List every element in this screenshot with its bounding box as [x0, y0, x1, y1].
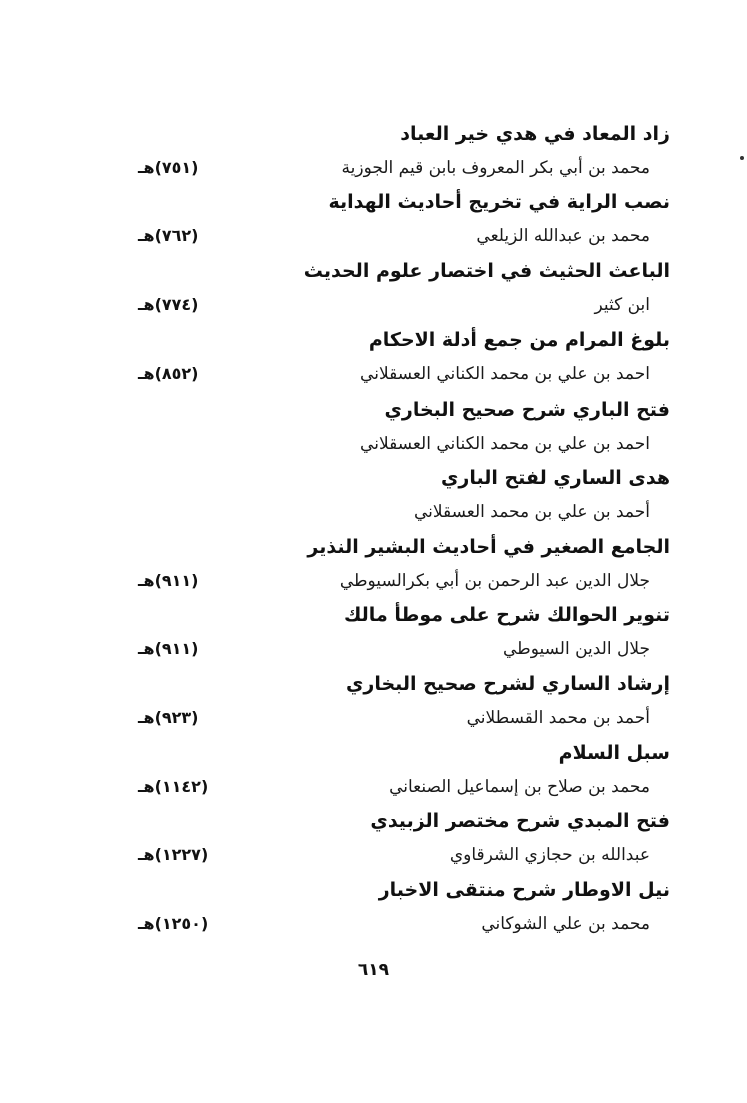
book-title: زاد المعاد في هدي خير العباد	[400, 123, 670, 145]
bibliography-entry	[90, 258, 670, 328]
bibliography-entry	[90, 534, 670, 604]
death-date: (٧٧٤)هـ	[138, 295, 199, 314]
death-date: (٩٢٣)هـ	[138, 708, 199, 727]
bibliography-entry	[90, 397, 670, 467]
death-date: (٩١١)هـ	[138, 571, 199, 590]
author-name: ابن كثير	[594, 295, 650, 315]
death-date: (٩١١)هـ	[138, 639, 199, 658]
book-title: تنوير الحوالك شرح على موطأ مالك	[343, 604, 670, 626]
author-row	[90, 499, 670, 527]
death-date: (١٢٥٠)هـ	[138, 914, 209, 933]
book-title: هدى الساري لفتح الباري	[440, 467, 670, 489]
bibliography-entry	[90, 808, 670, 878]
author-name: محمد بن صلاح بن إسماعيل الصنعاني	[389, 777, 650, 797]
book-title: الجامع الصغير في أحاديث البشير النذير	[307, 536, 670, 558]
book-title: نيل الاوطار شرح منتقى الاخبار	[378, 879, 670, 901]
death-date: (١٢٢٧)هـ	[138, 845, 209, 864]
author-name: احمد بن علي بن محمد الكناني العسقلاني	[360, 434, 650, 454]
bibliography-entry	[90, 602, 670, 672]
book-title: نصب الراية في تخريج أحاديث الهداية	[328, 191, 670, 213]
author-row	[90, 911, 670, 939]
death-date: (١١٤٢)هـ	[138, 777, 209, 796]
book-title: الباعث الحثيث في اختصار علوم الحديث	[303, 260, 670, 282]
author-row	[90, 361, 670, 389]
author-row	[90, 636, 670, 664]
bibliography-entry	[90, 189, 670, 259]
death-date: (٧٦٢)هـ	[138, 226, 199, 245]
bibliography-entry	[90, 121, 670, 191]
book-title: إرشاد الساري لشرح صحيح البخاري	[345, 673, 670, 695]
author-row	[90, 842, 670, 870]
author-row	[90, 705, 670, 733]
scan-speck	[740, 156, 744, 160]
death-date: (٧٥١)هـ	[138, 158, 199, 177]
author-name: احمد بن علي بن محمد الكناني العسقلاني	[360, 364, 650, 384]
author-name: جلال الدين السيوطي	[503, 639, 650, 659]
author-name: محمد بن عبدالله الزيلعي	[476, 226, 650, 246]
author-row	[90, 155, 670, 183]
author-name: أحمد بن محمد القسطلاني	[466, 708, 650, 728]
bibliography-entry	[90, 327, 670, 397]
death-date: (٨٥٢)هـ	[138, 364, 199, 383]
author-row	[90, 774, 670, 802]
author-name: عبدالله بن حجازي الشرقاوي	[449, 845, 650, 865]
book-title: سبل السلام	[558, 742, 670, 764]
author-row	[90, 568, 670, 596]
author-name: أحمد بن علي بن محمد العسقلاني	[413, 502, 650, 522]
page-number: ٦١٩	[357, 960, 390, 980]
bibliography-entry	[90, 465, 670, 535]
author-name: محمد بن علي الشوكاني	[481, 914, 650, 934]
author-name: جلال الدين عبد الرحمن بن أبي بكرالسيوطي	[339, 571, 650, 591]
bibliography-entry	[90, 740, 670, 810]
author-row	[90, 292, 670, 320]
author-row	[90, 223, 670, 251]
book-title: فتح المبدي شرح مختصر الزبيدي	[370, 810, 670, 832]
bibliography-entry	[90, 877, 670, 947]
author-row	[90, 431, 670, 459]
bibliography-entry	[90, 671, 670, 741]
book-title: فتح الباري شرح صحيح البخاري	[384, 399, 670, 421]
book-title: بلوغ المرام من جمع أدلة الاحكام	[368, 329, 670, 351]
author-name: محمد بن أبي بكر المعروف بابن قيم الجوزية	[341, 158, 650, 178]
